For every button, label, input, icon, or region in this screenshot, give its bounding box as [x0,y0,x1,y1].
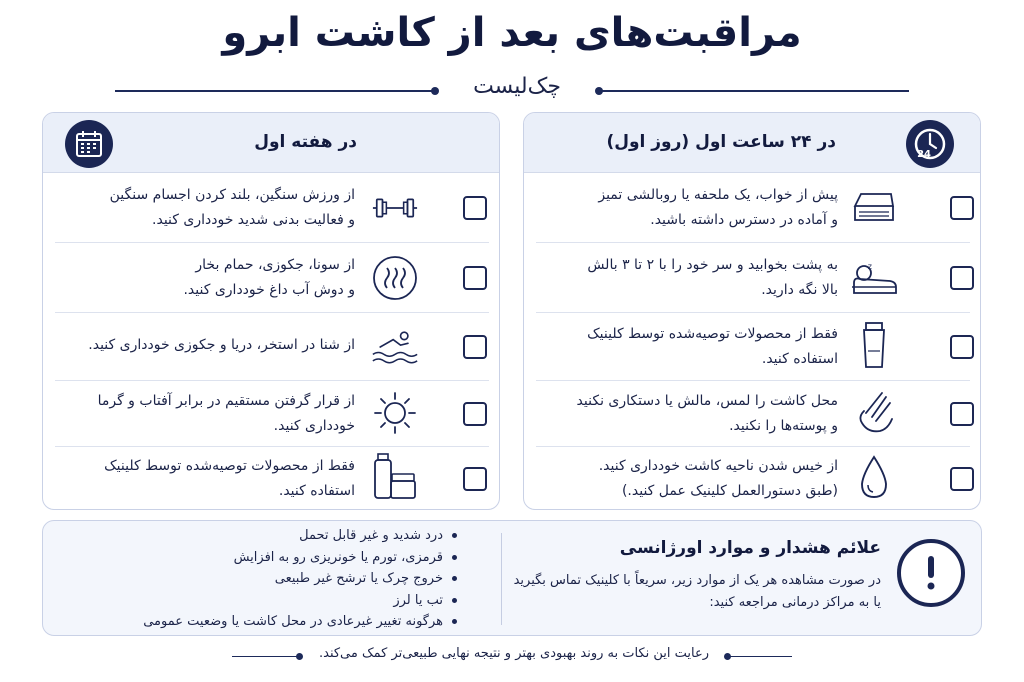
svg-text:24: 24 [917,149,931,160]
item-line-2: و فعالیت بدنی شدید خودداری کنید. [152,212,355,228]
bullet-icon [452,576,457,581]
first-24h-card [523,112,981,510]
checkbox[interactable] [463,196,487,220]
skincare-bottles-icon [371,453,419,501]
first-week-header [43,113,499,173]
clock-24-icon [906,120,954,168]
warning-list-item: هرگونه تغییر غیرعادی در محل کاشت یا وضعیت عمومی [143,611,457,633]
first-24h-title: در ۲۴ ساعت اول (روز اول) [606,132,836,152]
checkbox[interactable] [950,196,974,220]
item-line-2: خودداری کنید. [273,418,355,434]
warning-list [143,525,457,633]
item-line-1: به پشت بخوابید و سر خود را با ۲ تا ۳ بالش [587,257,838,273]
item-line-2: و آماده در دسترس داشته باشید. [650,212,838,228]
checklist-item [536,313,970,381]
checkbox[interactable] [950,335,974,359]
checklist-item [55,243,489,313]
calendar-icon [65,120,113,168]
hand-touch-icon [850,389,898,437]
checkbox[interactable] [950,402,974,426]
footer-divider-right [728,656,792,657]
first-week-title: در هفته اول [254,132,357,152]
warning-divider [501,533,502,625]
steam-icon [371,254,419,302]
bullet-icon [452,533,457,538]
first-week-card [42,112,500,510]
item-line-1: پیش از خواب، یک ملحفه یا روبالشی تمیز [598,187,838,203]
footer [232,644,792,670]
item-line-1: محل کاشت را لمس، مالش یا دستکاری نکنید [576,393,838,409]
swimmer-icon [371,323,419,371]
checklist-item [536,447,970,510]
footer-dot-left [296,653,303,660]
bullet-icon [452,598,457,603]
item-line-1: از شنا در استخر، دریا و جکوزی خودداری کنید. [88,337,355,353]
sun-icon [371,389,419,437]
checklist-item [55,381,489,447]
warning-description [514,570,881,614]
item-line-2: استفاده کنید. [761,351,838,367]
checkbox[interactable] [950,467,974,491]
warning-list-item: خروج چرک یا ترشح غیر طبیعی [143,568,457,590]
bullet-icon [452,555,457,560]
item-line-2: بالا نگه دارید. [761,282,838,298]
checklist-item [55,313,489,381]
subtitle: چک‌لیست [473,74,561,99]
item-line-2: استفاده کنید. [278,483,355,499]
svg-text:z: z [867,262,872,271]
item-line-2: (طبق دستورالعمل کلینیک عمل کنید.) [621,483,838,499]
checkbox[interactable] [950,266,974,290]
checklist-item [536,243,970,313]
warning-list-item: تب یا لرز [143,590,457,612]
footer-divider-left [232,656,298,657]
item-line-1: فقط از محصولات توصیه‌شده توسط کلینیک [104,458,355,474]
item-line-1: از ورزش سنگین، بلند کردن اجسام سنگین [109,187,355,203]
page-title: مراقبت‌های بعد از کاشت ابرو [222,10,802,56]
warning-box [42,520,982,636]
checklist-item [55,173,489,243]
checklist-item [536,173,970,243]
item-line-1: فقط از محصولات توصیه‌شده توسط کلینیک [587,326,838,342]
water-drop-icon [850,453,898,501]
item-line-1: از خیس شدن ناحیه کاشت خودداری کنید. [598,458,838,474]
first-24h-header [524,113,980,173]
bullet-icon [452,619,457,624]
warning-list-item: قرمزی، تورم یا خونریزی رو به افزایش [143,547,457,569]
checklist-item [55,447,489,510]
exclamation-icon [897,539,965,607]
footer-note: رعایت این نکات به روند بهبودی بهتر و نتیجه نهایی طبیعی‌تر کمک می‌کند. [318,646,710,661]
warning-title: علائم هشدار و موارد اورژانسی [619,538,881,558]
item-line-1: از سونا، جکوزی، حمام بخار [195,257,355,273]
item-line-2: و پوسته‌ها را نکنید. [729,418,838,434]
checkbox[interactable] [463,266,487,290]
warning-list-item: درد شدید و غیر قابل تحمل [143,525,457,547]
checkbox[interactable] [463,335,487,359]
towel-icon [850,184,898,232]
warning-desc-line-1: در صورت مشاهده هر یک از موارد زیر، سریعاً با کلینیک تماس بگیرید [513,573,881,588]
checklist-item [536,381,970,447]
warning-desc-line-2: یا به مراکز درمانی مراجعه کنید: [709,595,881,610]
item-line-1: از قرار گرفتن مستقیم در برابر آفتاب و گرما [97,393,355,409]
cream-tube-icon [850,321,898,369]
subtitle-divider-left [115,90,435,92]
subtitle-divider-right [599,90,909,92]
dumbbell-icon [371,184,419,232]
checkbox[interactable] [463,467,487,491]
sleeping-person-icon [850,254,898,302]
checkbox[interactable] [463,402,487,426]
subtitle-row [115,74,909,108]
item-line-2: و دوش آب داغ خودداری کنید. [183,282,355,298]
